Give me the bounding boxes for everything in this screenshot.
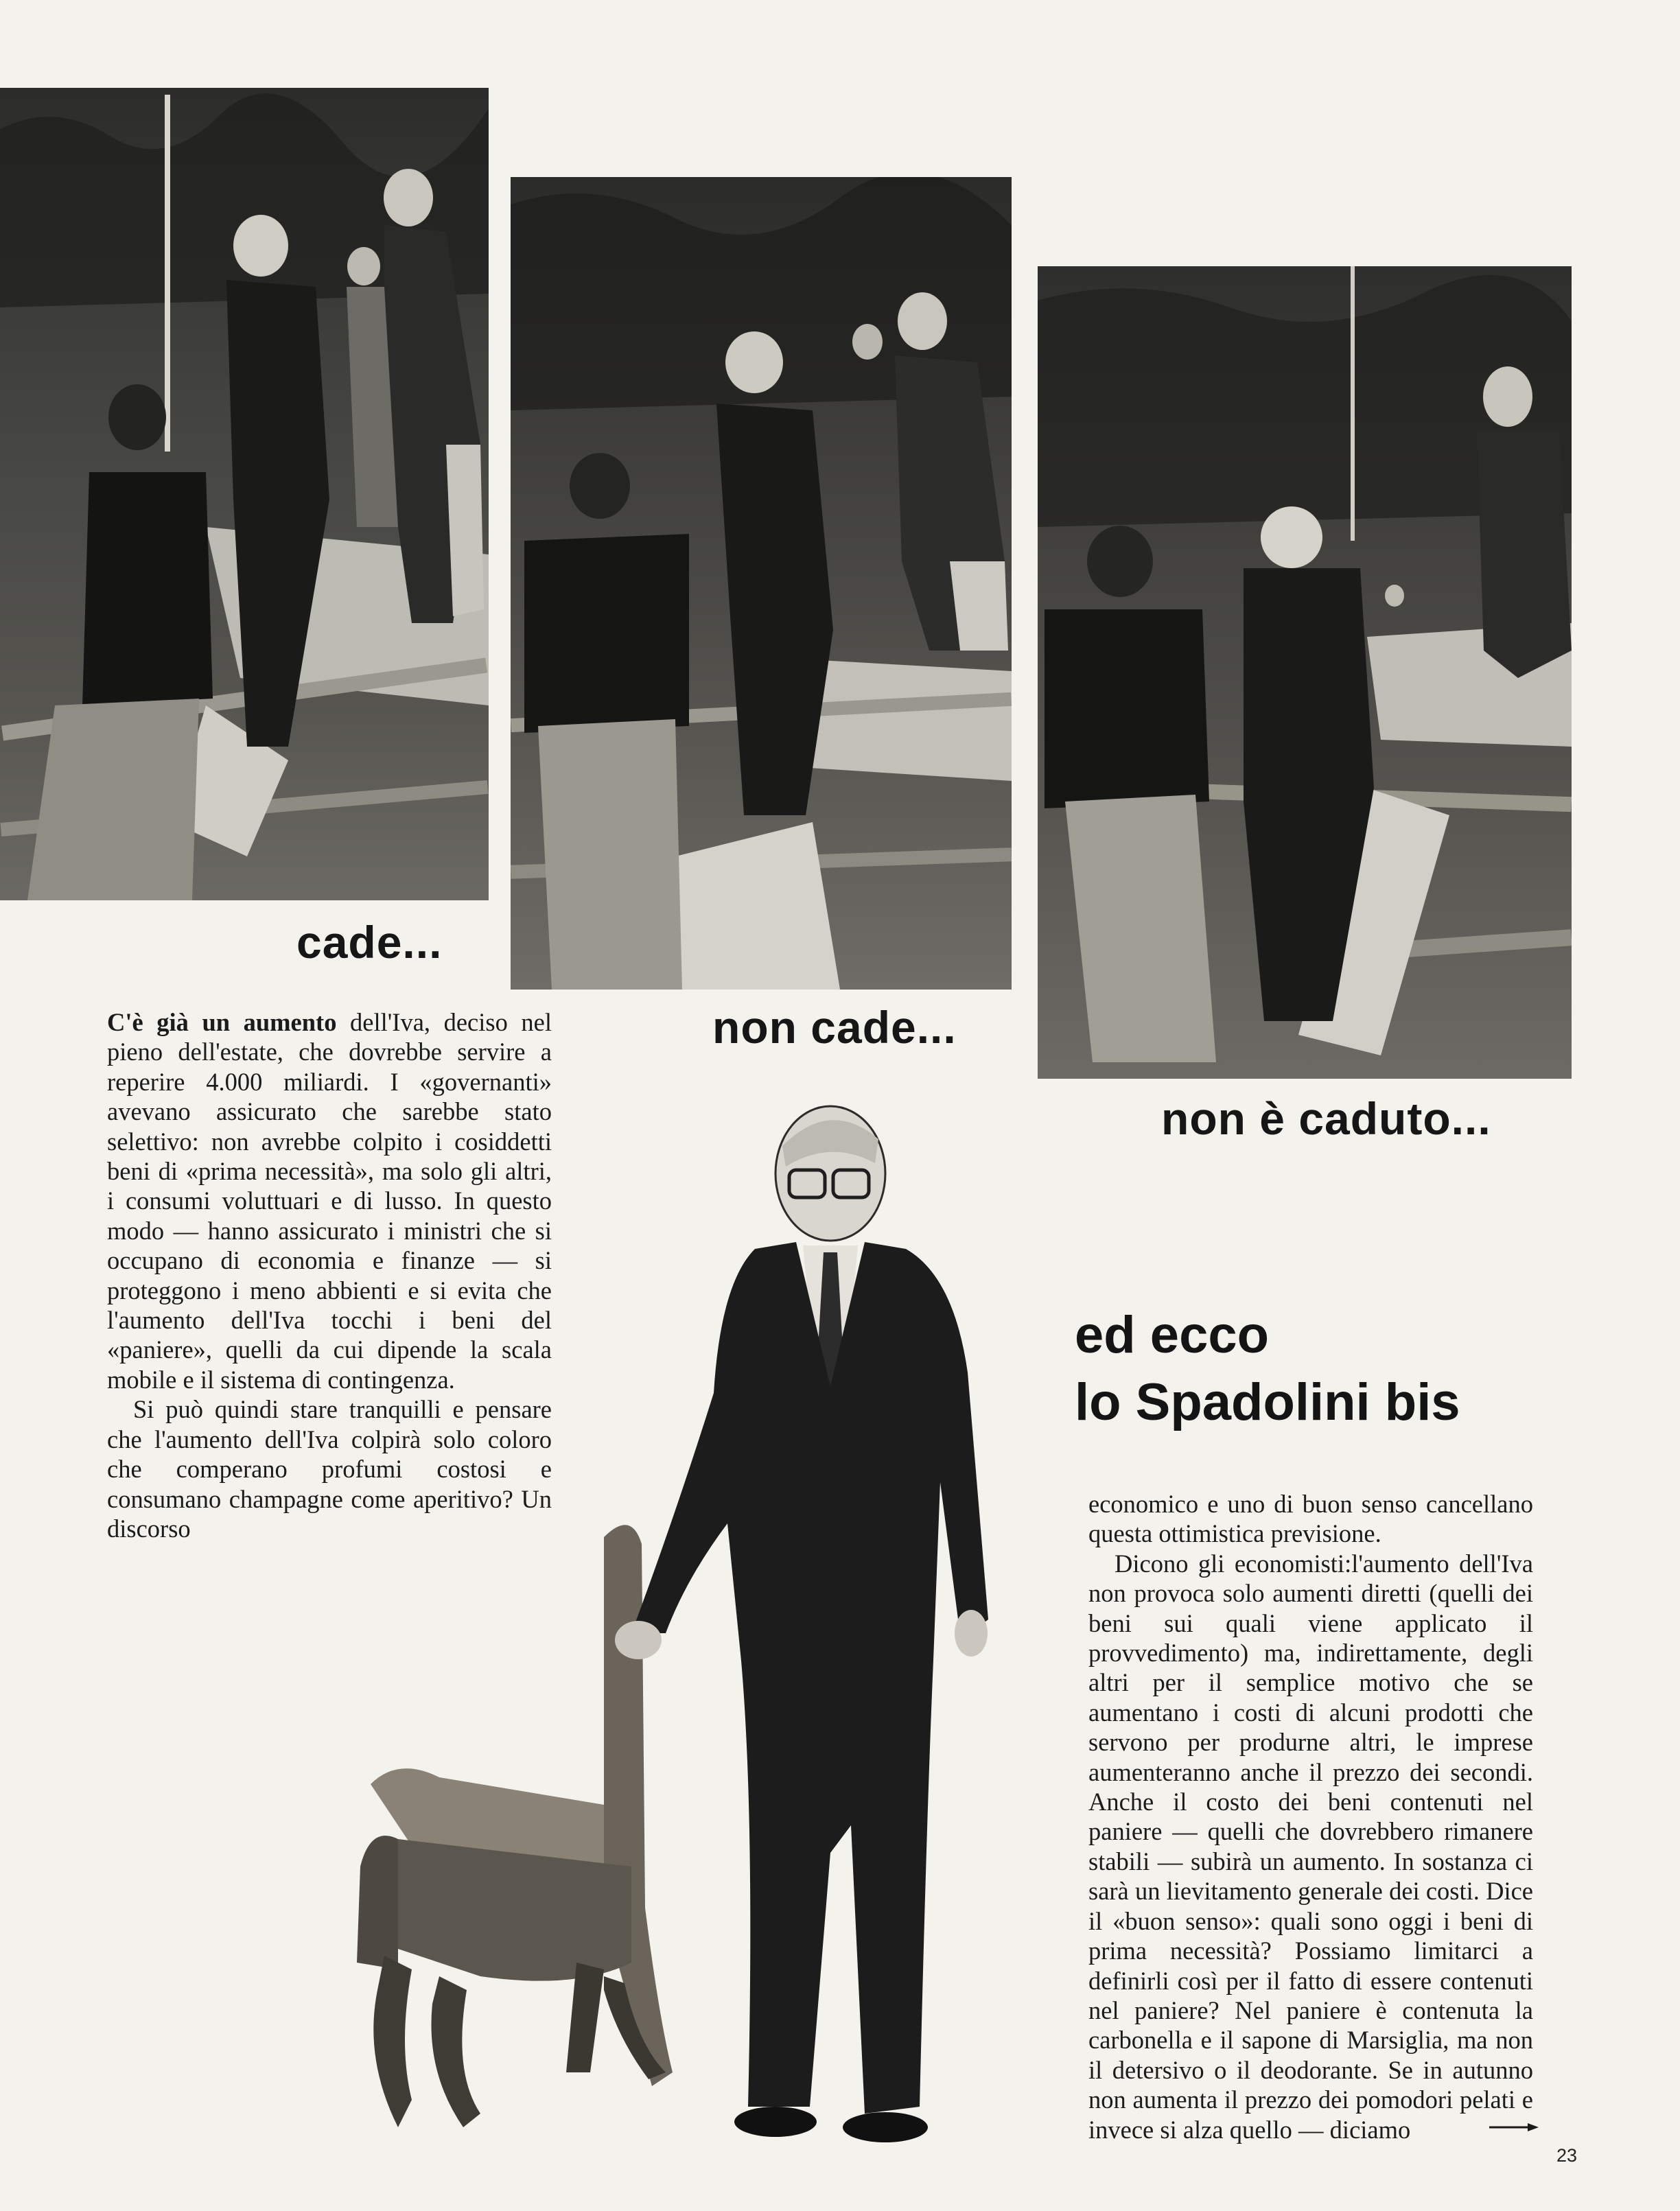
caption-cade: cade... <box>296 917 443 968</box>
photo-spadolini-standing <box>192 1098 1057 2196</box>
photo-spadolini-standing-image <box>192 1098 1057 2196</box>
right-arrow-icon <box>1489 2122 1539 2133</box>
photo-non-e-caduto-image <box>1038 266 1572 1079</box>
headline-line-2: lo Spadolini bis <box>1075 1373 1460 1431</box>
photo-non-cade-image <box>511 177 1012 990</box>
caption-non-e-caduto: non è caduto... <box>1161 1093 1491 1144</box>
article-paragraph: economico e uno di buon senso cancellano questa ottimistica previsione. <box>1088 1490 1533 1548</box>
lead-in: C'è già un aumento <box>107 1008 337 1036</box>
headline-line-1: ed ecco <box>1075 1306 1270 1364</box>
photo-non-e-caduto <box>1038 266 1572 1079</box>
article-paragraph: Si può quindi stare tranquilli e pensare che l'aumento dell'Iva colpirà solo coloro che comperano profumi costosi e consumano champagne come aperitivo? Un discorso <box>107 1395 552 1543</box>
article-column-2 <box>1088 1489 1533 2144</box>
caption-non-cade: non cade... <box>712 1002 957 1053</box>
photo-cade-image <box>0 88 489 900</box>
headline <box>1075 1302 1460 1436</box>
photo-cade <box>0 88 489 900</box>
page-number: 23 <box>1556 2145 1578 2166</box>
article-paragraph: Dicono gli economisti:l'aumento dell'Iva non provoca solo aumenti diretti (quelli dei beni sui quali viene applicato il provvedimento) ma, indirettamente, degli altri per il semplice motivo che se aumentano i costi di alcuni prodotti che servono per produrne altri, le imprese aumenteranno anche il prezzo dei secondi. Anche il costo dei beni contenuti nel paniere — quelli che dovrebbero rimanere stabili — subirà un aumento. In sostanza ci sarà un lievitamento generale dei costi. Dice il «buon senso»: quali sono oggi i beni di prima necessità? Possiamo limitarci a definirli così per il fatto di essere contenuti nel paniere? Nel paniere è contenuta la carbonella e il sapone di Marsiglia, ma non il detersivo o il deodorante. Se in autunno non aumenta il prezzo dei pomodori pelati e invece si alza quello — diciamo <box>1088 1549 1533 2144</box>
paragraph-text: dell'Iva, deciso nel pieno dell'estate, che dovrebbe servire a reperire 4.000 miliardi. I «governanti» avevano assicurato che sarebbe stato selettivo: non avrebbe colpito i cosiddetti beni di «prima necessità», ma solo gli altri, i consumi voluttuari e di lusso. In questo modo — hanno assicurato i ministri che si occupano di economia e finanze — si proteggono i meno abbienti e si evita che l'aumento dell'Iva tocchi i beni del «paniere», quelli da cui dipende la scala mobile e il sistema di contingenza. <box>107 1008 552 1394</box>
photo-non-cade <box>511 177 1012 990</box>
